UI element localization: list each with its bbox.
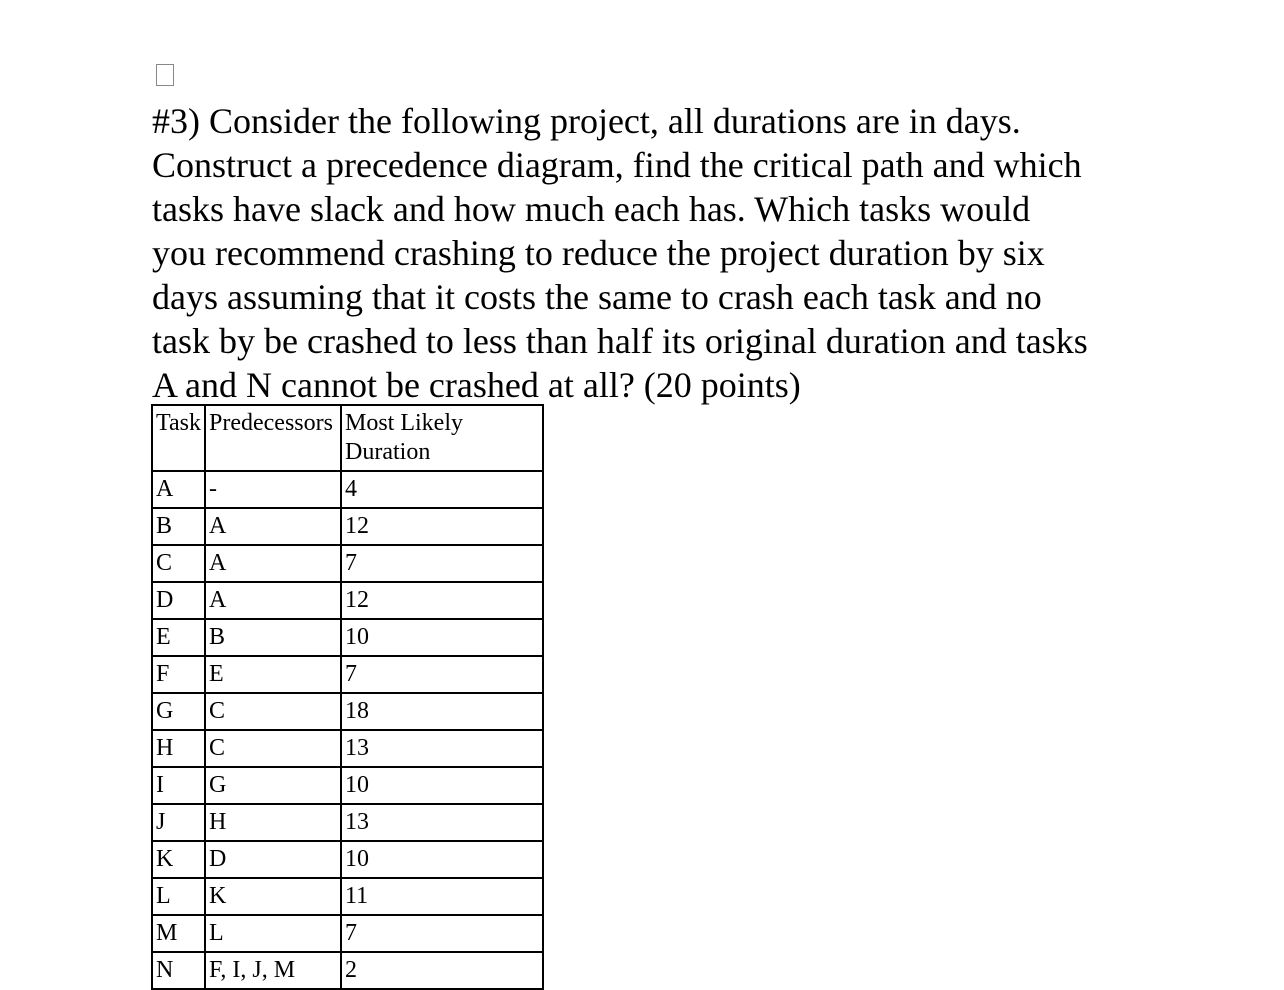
cell-task: I [152,767,205,804]
question-line: days assuming that it costs the same to crash each task and no [152,277,1042,317]
table-row [152,804,543,841]
cell-task: A [152,471,205,508]
table-row [152,582,543,619]
table-row [152,619,543,656]
cell-duration: 12 [341,508,543,545]
question-text [152,99,1152,407]
table-row [152,471,543,508]
header-duration-line1: Most Likely [345,410,463,436]
cell-duration: 7 [341,915,543,952]
header-predecessors: Predecessors [205,405,341,471]
table-row [152,952,543,989]
header-duration-line2: Duration [345,439,431,465]
table-row [152,730,543,767]
cell-predecessors: A [205,508,341,545]
table-header-row [152,405,543,471]
cell-duration: 12 [341,582,543,619]
cell-task: J [152,804,205,841]
question-line: you recommend crashing to reduce the project duration by six [152,233,1045,273]
cell-duration: 18 [341,693,543,730]
cell-duration: 4 [341,471,543,508]
task-rows [152,471,543,989]
cell-duration: 7 [341,545,543,582]
cell-task: M [152,915,205,952]
question-line: Construct a precedence diagram, find the critical path and which [152,145,1082,185]
cell-duration: 10 [341,841,543,878]
cell-predecessors: F, I, J, M [205,952,341,989]
cell-duration: 11 [341,878,543,915]
cell-predecessors: G [205,767,341,804]
cell-task: N [152,952,205,989]
header-task: Task [152,405,205,471]
cell-duration: 2 [341,952,543,989]
cell-task: L [152,878,205,915]
cell-task: D [152,582,205,619]
cell-predecessors: A [205,545,341,582]
cell-task: F [152,656,205,693]
cell-predecessors: C [205,693,341,730]
cell-predecessors: D [205,841,341,878]
cell-predecessors: C [205,730,341,767]
cell-duration: 7 [341,656,543,693]
table-row [152,878,543,915]
cell-duration: 13 [341,730,543,767]
cell-predecessors: A [205,582,341,619]
task-table [151,404,544,990]
cell-predecessors: K [205,878,341,915]
table-row [152,767,543,804]
cell-predecessors: E [205,656,341,693]
table-row [152,545,543,582]
cell-task: B [152,508,205,545]
table-row [152,693,543,730]
question-line: tasks have slack and how much each has. Which tasks would [152,189,1031,229]
question-line: task by be crashed to less than half its original duration and tasks [152,321,1088,361]
cell-predecessors: H [205,804,341,841]
cell-predecessors: L [205,915,341,952]
placeholder-checkbox-icon [156,64,174,86]
cell-duration: 10 [341,619,543,656]
cell-duration: 13 [341,804,543,841]
table-row [152,508,543,545]
cell-duration: 10 [341,767,543,804]
header-duration [341,405,543,471]
cell-task: G [152,693,205,730]
table-row [152,915,543,952]
table-row [152,656,543,693]
table-row [152,841,543,878]
cell-task: H [152,730,205,767]
cell-task: K [152,841,205,878]
question-line: #3) Consider the following project, all durations are in days. [152,101,1021,141]
cell-predecessors: B [205,619,341,656]
cell-task: C [152,545,205,582]
cell-task: E [152,619,205,656]
cell-predecessors: - [205,471,341,508]
question-line: A and N cannot be crashed at all? (20 points) [152,365,801,405]
